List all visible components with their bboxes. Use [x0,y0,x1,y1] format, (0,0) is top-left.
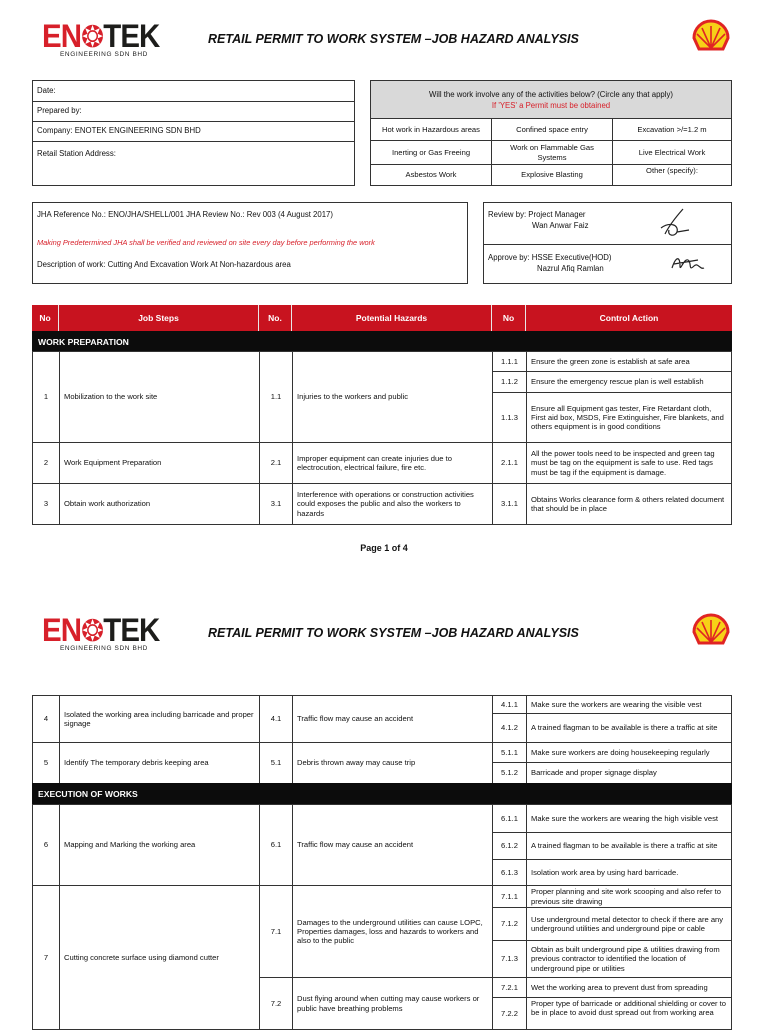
hazard-text: Debris thrown away may cause trip [292,742,493,784]
action-no: 4.1.2 [492,713,527,743]
job-step: Mobilization to the work site [59,351,260,443]
permit-option[interactable]: Explosive Blasting [491,164,613,186]
action-no: 5.1.2 [492,762,527,784]
action-text: Make sure the workers are wearing the visible vest [526,695,732,714]
hazard-no: 7.1 [259,885,293,978]
enotek-logo: EN❂TEK ENGINEERING SDN BHD [42,18,160,58]
table-row-no: 5 [32,742,60,784]
action-text: Barricade and proper signage display [526,762,732,784]
prepared-by-label: Prepared by: [37,106,82,115]
action-text: A trained flagman to be available is there a traffic at site [526,832,732,860]
hazard-no: 1.1 [259,351,293,443]
work-description: Description of work: Cutting And Excavation Work At Non-hazardous area [37,260,291,269]
job-step: Identify The temporary debris keeping area [59,742,260,784]
job-step: Cutting concrete surface using diamond cutter [59,885,260,1030]
action-no: 6.1.3 [492,859,527,886]
hazard-text: Improper equipment can create injuries due to electrocution, electrical failure, fire etc. [292,442,493,484]
section-work-preparation: WORK PREPARATION [32,331,732,352]
action-no: 4.1.1 [492,695,527,714]
action-no: 7.1.1 [492,885,527,908]
table-row-no: 2 [32,442,60,484]
job-step: Isolated the working area including barricade and proper signage [59,695,260,743]
hazard-text: Dust flying around when cutting may cause workers or public have breathing problems [292,977,493,1030]
table-row-no: 6 [32,804,60,886]
address-label: Retail Station Address: [37,149,116,158]
table-row-no: 1 [32,351,60,443]
page-number: Page 1 of 4 [360,543,408,553]
approver-signature [668,250,708,278]
table-row-no: 4 [32,695,60,743]
date-label: Date: [37,86,56,95]
hazard-no: 5.1 [259,742,293,784]
action-text: Make sure the workers are wearing the high visible vest [526,804,732,833]
action-text: Ensure the emergency rescue plan is well establish [526,371,732,393]
action-text: Use underground metal detector to check if there are any underground utilities and underground pipe or cable [526,907,732,941]
permit-option[interactable]: Asbestos Work [370,164,492,186]
action-text: Proper planning and site work scooping and also refer to previous site drawing [526,885,732,908]
action-text: Ensure the green zone is establish at safe area [526,351,732,372]
hazard-text: Traffic flow may cause an accident [292,695,493,743]
action-text: A trained flagman to be available is there a traffic at site [526,713,732,743]
job-step: Mapping and Marking the working area [59,804,260,886]
permit-option[interactable]: Inerting or Gas Freeing [370,140,492,165]
action-no: 1.1.2 [492,371,527,393]
section-execution-of-works: EXECUTION OF WORKS [32,783,732,804]
permit-option[interactable]: Work on Flammable Gas Systems [491,140,613,165]
logo-subtitle: ENGINEERING SDN BHD [60,51,148,58]
permit-option[interactable]: Excavation >/=1.2 m [612,118,732,141]
permit-option[interactable]: Hot work in Hazardous areas [370,118,492,141]
permit-option[interactable]: Live Electrical Work [612,140,732,165]
action-no: 3.1.1 [492,483,527,525]
action-text: Make sure workers are doing housekeeping regularly [526,742,732,763]
action-text: Obtains Works clearance form & others related document that should be in place [526,483,732,525]
job-step: Work Equipment Preparation [59,442,260,484]
page-title: RETAIL PERMIT TO WORK SYSTEM –JOB HAZARD ANALYSIS [208,626,579,640]
reviewer-name: Wan Anwar Faiz [532,221,589,230]
action-no: 1.1.1 [492,351,527,372]
action-no: 6.1.2 [492,832,527,860]
hazard-no: 4.1 [259,695,293,743]
col-header-hazard-no: No. [259,305,292,331]
action-text: All the power tools need to be inspected and green tag must be tag on the equipment is safe to use. Red tags must be tag if the equipment is damage. [526,442,732,484]
col-header-action-no: No [492,305,526,331]
hazard-text: Interference with operations or construction activities could exposes the public and also the workers to hazards [292,483,493,525]
col-header-potential-hazards: Potential Hazards [292,305,492,331]
action-no: 7.1.3 [492,940,527,978]
approve-by-label: Approve by: HSSE Executive(HOD) [488,253,612,262]
approver-name: Nazrul Afiq Ramlan [537,264,604,273]
action-no: 6.1.1 [492,804,527,833]
action-text: Isolation work area by using hard barricade. [526,859,732,886]
verification-notice: Making Predetermined JHA shall be verified and reviewed on site every day before performing the work [37,238,375,247]
table-row-no: 7 [32,885,60,1030]
action-text: Obtain as built underground pipe & utilities drawing from previous contractor to identified the location of underground pipe or utilities [526,940,732,978]
permit-question: Will the work involve any of the activities below? (Circle any that apply) [429,90,673,99]
review-by-label: Review by: Project Manager [488,210,586,219]
hazard-text: Traffic flow may cause an accident [292,804,493,886]
action-no: 7.2.2 [492,997,527,1030]
enotek-logo: EN❂TEK ENGINEERING SDN BHD [42,612,160,652]
permit-warning: If 'YES' a Permit must be obtained [491,101,611,110]
action-text: Wet the working area to prevent dust from spreading [526,977,732,998]
hazard-no: 7.2 [259,977,293,1030]
action-text: Ensure all Equipment gas tester, Fire Retardant cloth, First aid box, MSDS, Fire Extinguisher, Fire blankets, and others equipment is in good conditions [526,392,732,443]
action-no: 1.1.3 [492,392,527,443]
page-title: RETAIL PERMIT TO WORK SYSTEM –JOB HAZARD ANALYSIS [208,32,579,46]
action-no: 7.2.1 [492,977,527,998]
action-no: 5.1.1 [492,742,527,763]
reviewer-signature [655,206,695,240]
hazard-no: 3.1 [259,483,293,525]
action-no: 2.1.1 [492,442,527,484]
table-row-no: 3 [32,483,60,525]
hazard-text: Damages to the underground utilities can cause LOPC, Properties damages, loss and hazards to workers and also to the public [292,885,493,978]
hazard-no: 2.1 [259,442,293,484]
hazard-no: 6.1 [259,804,293,886]
action-text: Proper type of barricade or additional shielding or cover to be in place to avoid dust spread out from working area [526,997,732,1030]
action-no: 7.1.2 [492,907,527,941]
col-header-no: No [32,305,59,331]
shell-logo-icon [690,612,732,648]
job-step: Obtain work authorization [59,483,260,525]
logo-subtitle: ENGINEERING SDN BHD [60,645,148,652]
col-header-control-action: Control Action [526,305,732,331]
col-header-job-steps: Job Steps [59,305,259,331]
company-label: Company: ENOTEK ENGINEERING SDN BHD [37,126,201,135]
shell-logo-icon [690,18,732,54]
permit-option-other[interactable]: Other (specify): [612,164,732,186]
jha-reference: JHA Reference No.: ENO/JHA/SHELL/001 JHA Review No.: Rev 003 (4 August 2017) [37,210,333,219]
permit-option[interactable]: Confined space entry [491,118,613,141]
hazard-text: Injuries to the workers and public [292,351,493,443]
